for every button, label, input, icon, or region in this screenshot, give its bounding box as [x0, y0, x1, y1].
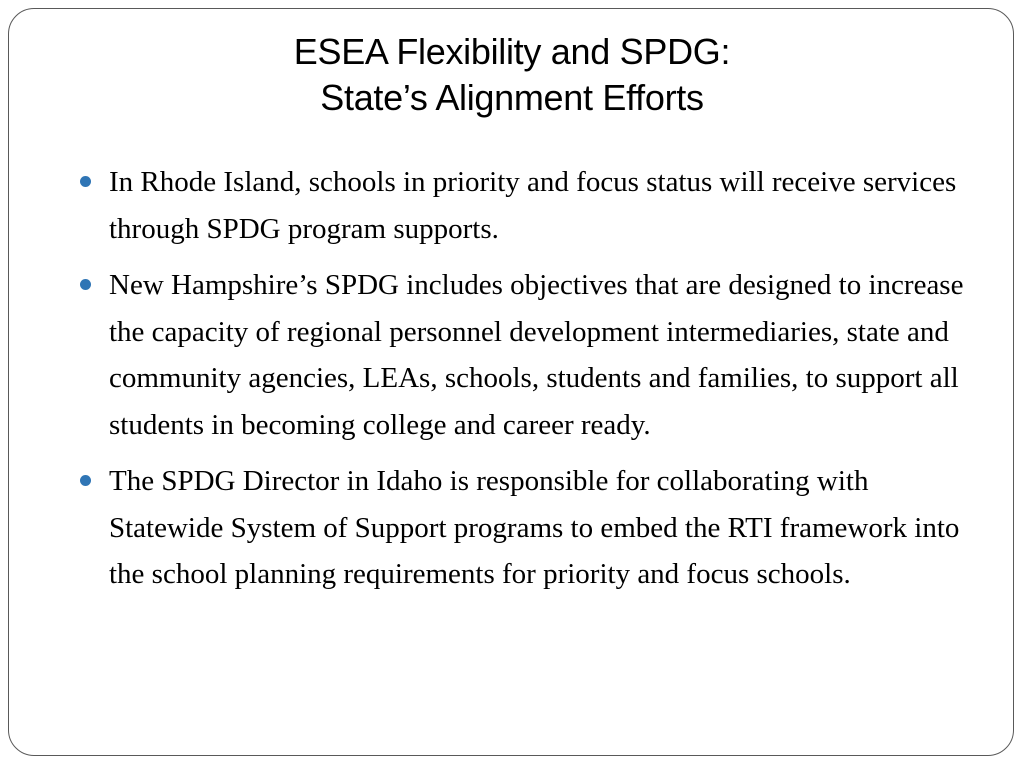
title-line-1: ESEA Flexibility and SPDG:	[293, 31, 731, 72]
bullet-item-rhode-island	[79, 159, 979, 252]
bullet-text: The SPDG Director in Idaho is responsible for collaborating with Statewide System of Support programs to embed the RTI framework into the school planning requirements for priority and focus schools.	[109, 465, 960, 590]
bullet-dot-icon	[80, 279, 91, 290]
bullet-dot-icon	[80, 176, 91, 187]
slide-title	[9, 29, 1015, 121]
bullet-text: New Hampshire’s SPDG includes objectives that are designed to increase the capacity of regional personnel development intermediaries, state and community agencies, LEAs, schools, students and families, to support all students in becoming college and career ready.	[109, 269, 964, 441]
bullet-dot-icon	[80, 475, 91, 486]
slide-frame	[8, 8, 1014, 756]
bullet-list	[79, 159, 979, 608]
bullet-text: In Rhode Island, schools in priority and focus status will receive services through SPDG program supports.	[109, 166, 957, 245]
bullet-item-idaho	[79, 458, 979, 598]
bullet-item-new-hampshire	[79, 262, 979, 448]
title-line-2: State’s Alignment Efforts	[320, 77, 704, 118]
